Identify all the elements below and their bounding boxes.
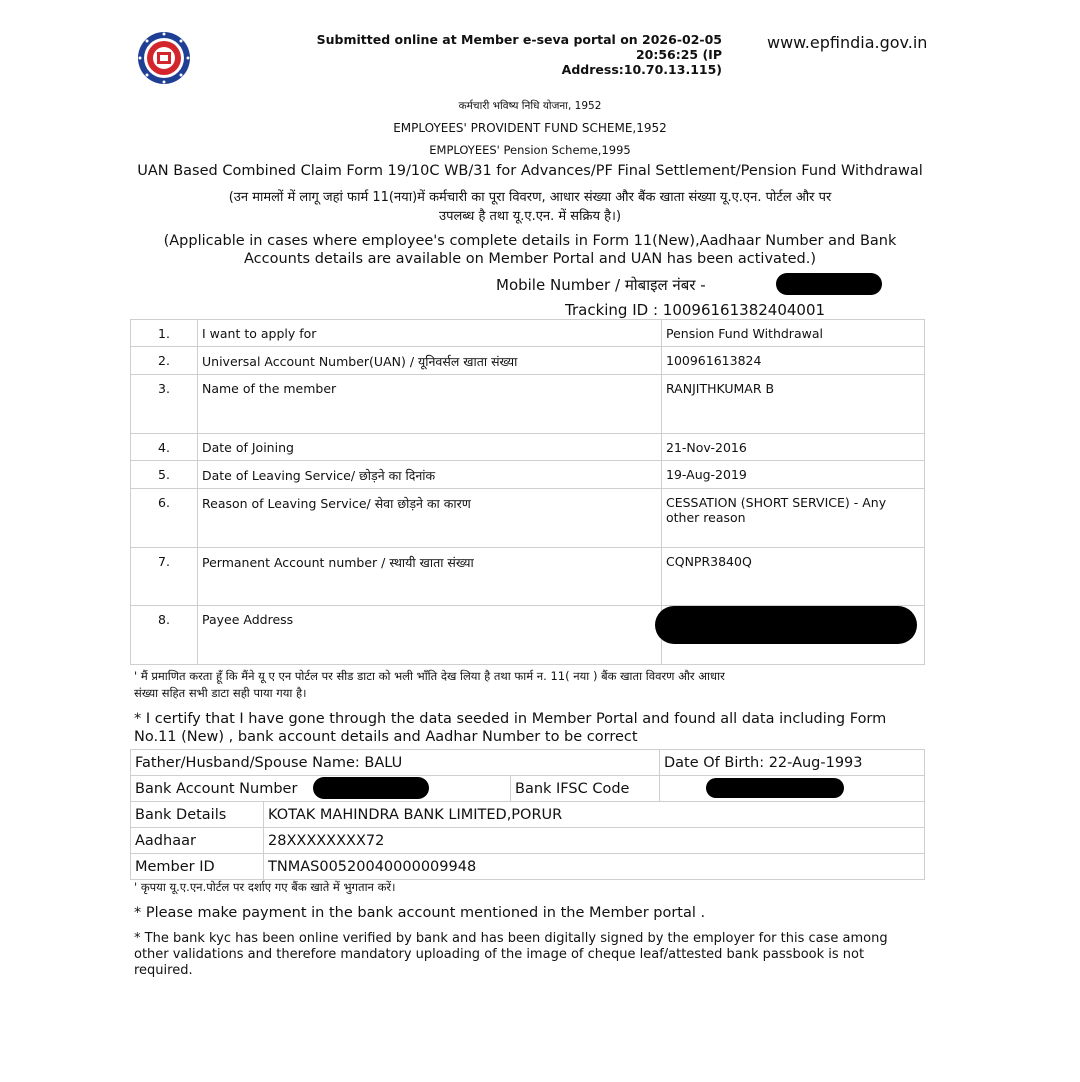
date-of-birth: Date Of Birth: 22-Aug-1993: [660, 750, 925, 776]
row-number: 1.: [131, 320, 198, 347]
applicability-note: [0, 232, 1060, 268]
member-id-label: Member ID: [131, 854, 264, 880]
tracking-id: 10096161382404001: [662, 301, 826, 319]
table-row: [131, 854, 925, 880]
hindi-scheme-title: कर्मचारी भविष्य निधि योजना, 1952: [458, 100, 602, 112]
bank-details-table: [130, 749, 925, 880]
row-value: RANJITHKUMAR B: [662, 375, 925, 434]
kyc-note: [134, 931, 914, 979]
aadhaar-value: 28XXXXXXXX72: [264, 828, 925, 854]
row-number: 6.: [131, 489, 198, 548]
hindi-cert-line-1: ' मैं प्रमाणित करता हूँ कि मैंने यू ए एन पोर्टल पर सीड डाटा को भली भाँति देख लिया है तथा फार्म न. 11( नया ) बैंक खाता विवरण और आधार: [134, 669, 725, 683]
english-certification: [134, 710, 914, 746]
hindi-note-line-2: उपलब्ध है तथा यू.ए.एन. में सक्रिय है।): [438, 209, 622, 224]
row-label: I want to apply for: [198, 320, 662, 347]
kyc-line-2: other validations and therefore mandatory uploading of the image of cheque leaf/attested bank passbook is not: [134, 947, 865, 962]
row-label: Universal Account Number(UAN) / यूनिवर्सल खाता संख्या: [198, 347, 662, 375]
bank-account-label: Bank Account Number: [131, 776, 511, 802]
tracking-label: Tracking ID :: [565, 301, 659, 319]
row-label: Permanent Account number / स्थायी खाता संख्या: [198, 548, 662, 606]
submission-info: [270, 32, 722, 77]
website-url: www.epfindia.gov.in: [767, 33, 928, 52]
table-row: [131, 347, 925, 375]
kyc-line-3: required.: [134, 963, 193, 978]
mobile-number-label: Mobile Number / मोबाइल नंबर -: [496, 276, 706, 294]
table-row: [131, 489, 925, 548]
row-value: 19-Aug-2019: [662, 461, 925, 489]
father-name: Father/Husband/Spouse Name: BALU: [131, 750, 660, 776]
tracking-row: [565, 301, 825, 319]
kyc-line-1: * The bank kyc has been online verified by bank and has been digitally signed by the employer for this case among: [134, 931, 888, 946]
aadhaar-label: Aadhaar: [131, 828, 264, 854]
row-number: 5.: [131, 461, 198, 489]
hindi-cert-line-2: संख्या सहित सभी डाटा सही पाया गया है।: [134, 686, 307, 700]
applicability-line-2: Accounts details are available on Member Portal and UAN has been activated.): [243, 251, 816, 267]
table-row: [131, 434, 925, 461]
row-value: 21-Nov-2016: [662, 434, 925, 461]
row-label: Date of Leaving Service/ छोड़ने का दिनांक: [198, 461, 662, 489]
row-value: CESSATION (SHORT SERVICE) - Any other reason: [662, 489, 925, 548]
table-row: [131, 461, 925, 489]
hindi-certification: [134, 668, 924, 702]
table-row: [131, 802, 925, 828]
row-label: Payee Address: [198, 606, 662, 665]
row-number: 3.: [131, 375, 198, 434]
row-value: CQNPR3840Q: [662, 548, 925, 606]
hindi-payment-note: ' कृपया यू.ए.एन.पोर्टल पर दर्शाए गए बैंक खाते में भुगतान करें।: [134, 880, 396, 894]
english-cert-line-2: No.11 (New) , bank account details and Aadhar Number to be correct: [134, 729, 638, 745]
form-title: UAN Based Combined Claim Form 19/10C WB/31 for Advances/PF Final Settlement/Pension Fund Withdrawal: [137, 163, 923, 179]
table-row: [131, 375, 925, 434]
account-number-redaction: [313, 777, 429, 799]
mobile-number-redaction: [776, 273, 882, 295]
hindi-applicability-note: [0, 188, 1060, 226]
row-label: Name of the member: [198, 375, 662, 434]
ifsc-code-redaction: [706, 778, 844, 798]
row-number: 2.: [131, 347, 198, 375]
pf-scheme-title: EMPLOYEES' PROVIDENT FUND SCHEME,1952: [393, 121, 667, 135]
applicability-line-1: (Applicable in cases where employee's complete details in Form 11(New),Aadhaar Number and Bank: [163, 233, 897, 249]
row-number: 8.: [131, 606, 198, 665]
table-row: [131, 320, 925, 347]
english-cert-line-1: * I certify that I have gone through the data seeded in Member Portal and found all data including Form: [134, 711, 887, 727]
member-id-value: TNMAS00520040000009948: [264, 854, 925, 880]
row-number: 4.: [131, 434, 198, 461]
payment-note: * Please make payment in the bank account mentioned in the Member portal .: [134, 905, 706, 921]
pension-scheme-title: EMPLOYEES' Pension Scheme,1995: [429, 143, 631, 157]
row-value: 100961613824: [662, 347, 925, 375]
bank-details-label: Bank Details: [131, 802, 264, 828]
bank-details-value: KOTAK MAHINDRA BANK LIMITED,PORUR: [264, 802, 925, 828]
hindi-note-line-1: (उन मामलों में लागू जहां फार्म 11(नया)में कर्मचारी का पूरा विवरण, आधार संख्या और बैंक खाता संख्या यू.ए.एन. पोर्टल और पर: [228, 190, 832, 205]
submission-line-2: Address:10.70.13.115): [561, 62, 722, 77]
table-row: [131, 828, 925, 854]
row-value: Pension Fund Withdrawal: [662, 320, 925, 347]
epfo-emblem-icon: [136, 30, 192, 86]
table-row: [131, 548, 925, 606]
bank-ifsc-label: Bank IFSC Code: [511, 776, 660, 802]
submission-line-1: Submitted online at Member e-seva portal on 2026-02-05 20:56:25 (IP: [316, 32, 722, 62]
row-label: Date of Joining: [198, 434, 662, 461]
row-label: Reason of Leaving Service/ सेवा छोड़ने का कारण: [198, 489, 662, 548]
row-number: 7.: [131, 548, 198, 606]
table-row: [131, 750, 925, 776]
payee-address-redaction: [655, 606, 917, 644]
